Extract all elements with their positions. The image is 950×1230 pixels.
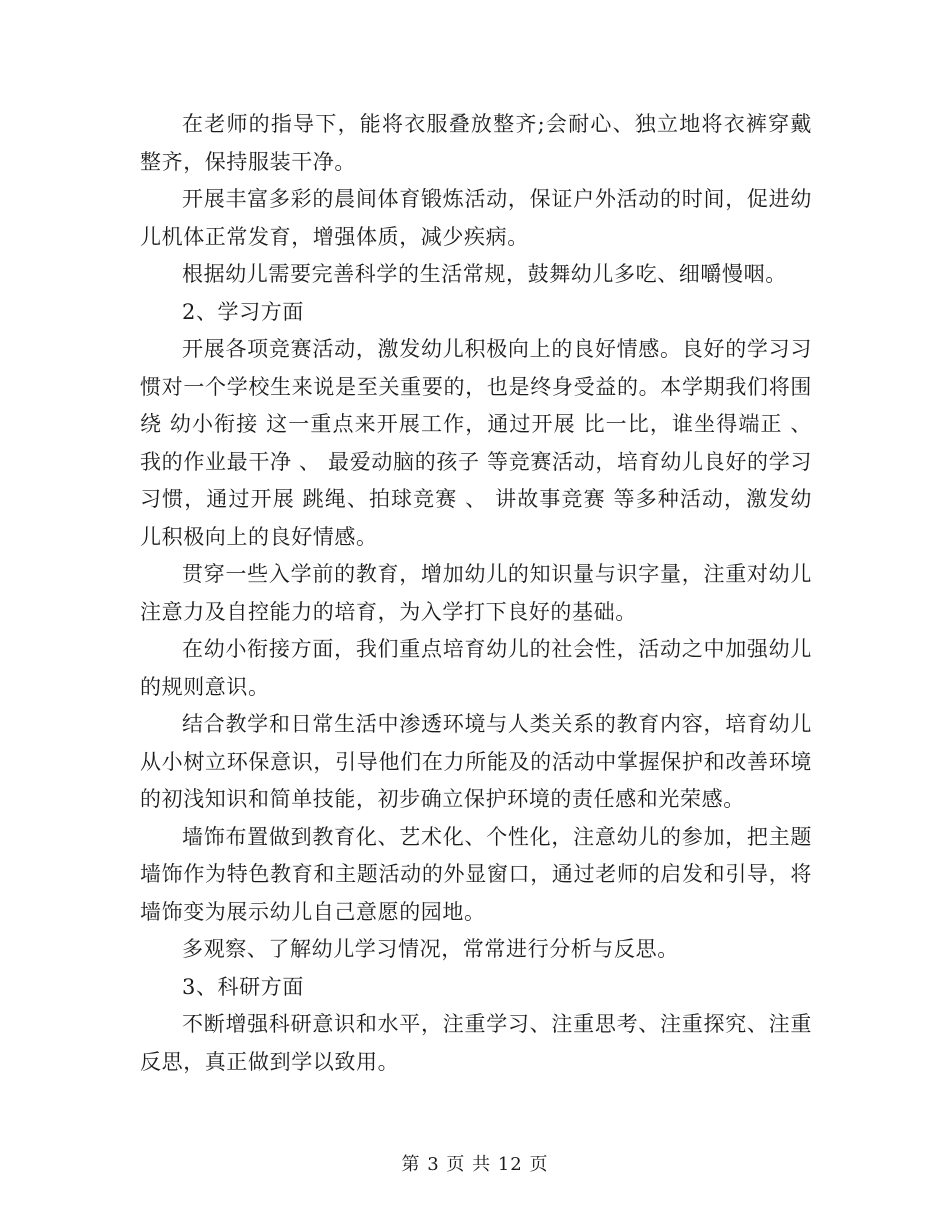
paragraph-preschool-education: 贯穿一些入学前的教育，增加幼儿的知识量与识字量，注重对幼儿注意力及自控能力的培育，为入学打下良好的基础。 [140,562,812,624]
paragraph-transition: 在幼小衔接方面，我们重点培育幼儿的社会性，活动之中加强幼儿的规则意识。 [140,637,812,699]
paragraph-clothing: 在老师的指导下，能将衣服叠放整齐;会耐心、独立地将衣裤穿戴整齐，保持服装干净。 [140,112,812,174]
paragraph-environment: 结合教学和日常生活中渗透环境与人类关系的教育内容，培育幼儿从小树立环保意识，引导他们在力所能及的活动中掌握保护和改善环境的初浅知识和简单技能，初步确立保护环境的责任感和光荣感。 [140,712,812,811]
paragraph-research: 不断增强科研意识和水平，注重学习、注重思考、注重探究、注重反思，真正做到学以致用。 [140,1012,812,1074]
page-footer [0,1153,950,1177]
section-heading-research: 3、科研方面 [182,974,304,999]
document-body [140,106,820,1081]
paragraph-observation: 多观察、了解幼儿学习情况，常常进行分析与反思。 [182,937,679,961]
paragraph-wall-decoration: 墙饰布置做到教育化、艺术化、个性化，注意幼儿的参加，把主题墙饰作为特色教育和主题活动的外显窗口，通过老师的启发和引导，将墙饰变为展示幼儿自己意愿的园地。 [140,824,812,924]
paragraph-morning-exercise: 开展丰富多彩的晨间体育锻炼活动，保证户外活动的时间，促进幼儿机体正常发育，增强体质，减少疾病。 [140,187,812,249]
section-heading-learning: 2、学习方面 [182,299,304,324]
paragraph-daily-routine: 根据幼儿需要完善科学的生活常规，鼓舞幼儿多吃、细嚼慢咽。 [182,262,787,286]
paragraph-competitions: 开展各项竞赛活动，激发幼儿积极向上的良好情感。良好的学习习惯对一个学校生来说是至关重要的，也是终身受益的。本学期我们将围绕 幼小衔接 这一重点来开展工作，通过开展 比一比，谁坐得端正 、 我的作业最干净 、 最爱动脑的孩子 等竞赛活动，培育幼儿良好的学习习惯，通过开展 跳绳、拍球竞赛 、 讲故事竞赛 等多种活动，激发幼儿积极向上的良好情感。 [140,337,820,549]
page-number-label: 第 3 页 共 12 页 [401,1154,549,1175]
